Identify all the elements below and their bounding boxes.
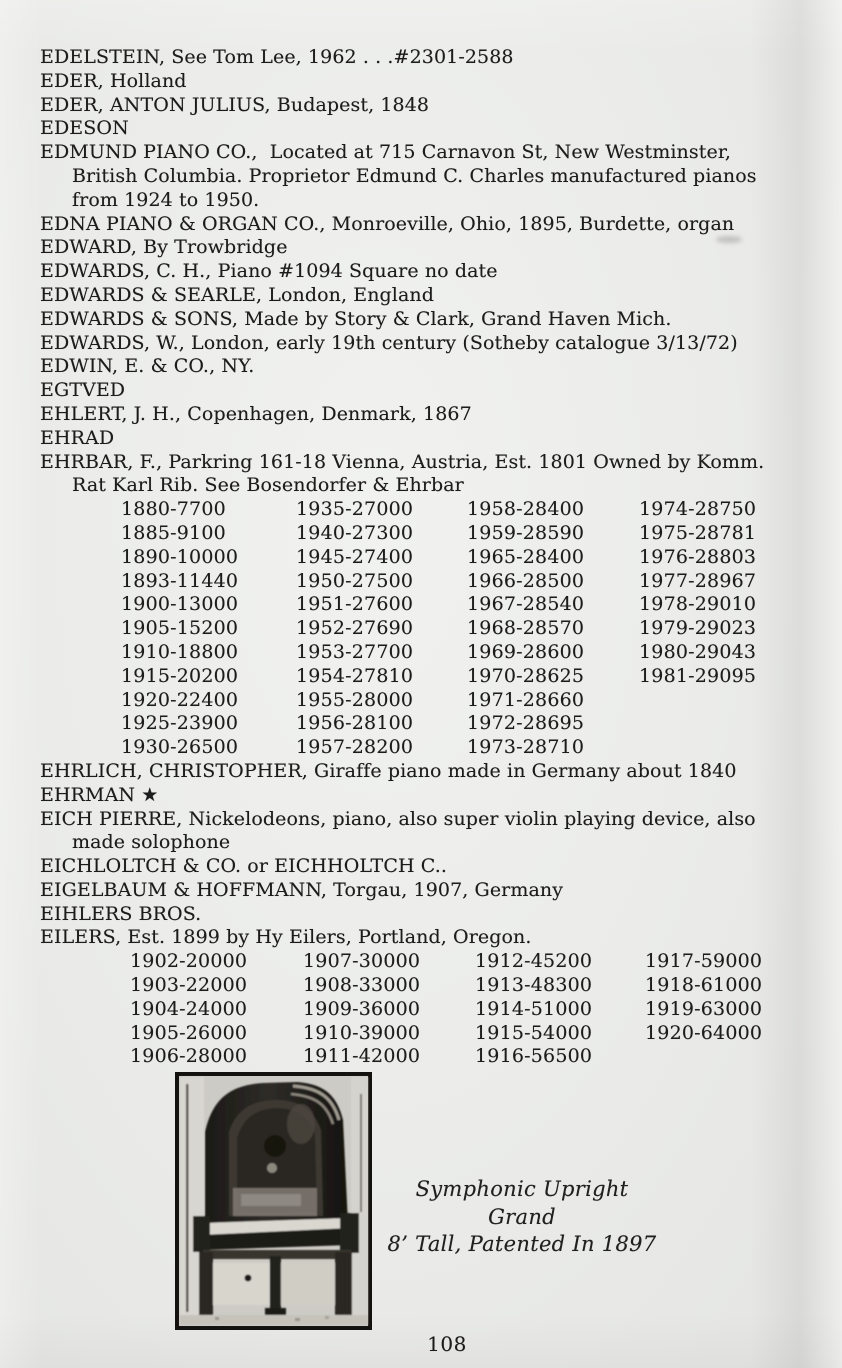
entry-line: EHRLICH, CHRISTOPHER, Giraffe piano made in Germany about 1840 xyxy=(40,759,737,782)
serial-cell: 1909-36000 xyxy=(303,997,421,1020)
serial-cell: 1920-22400 xyxy=(121,688,239,711)
serial-cell: 1902-20000 xyxy=(130,950,248,973)
entry-line: EDWARDS & SEARLE, London, England xyxy=(40,283,435,306)
serial-cell: 1880-7700 xyxy=(121,498,226,521)
entry-line: EDER, Holland xyxy=(40,69,187,92)
serial-cell: 1905-15200 xyxy=(121,617,239,640)
serial-cell: 1958-28400 xyxy=(467,498,585,521)
entry-line: EDWARDS, W., London, early 19th century (Sotheby catalogue 3/13/72) xyxy=(40,331,738,354)
entry-line: EICH PIERRE, Nickelodeons, piano, also super violin playing device, also xyxy=(40,807,756,830)
serial-cell: 1954-27810 xyxy=(296,664,414,687)
serial-cell: 1965-28400 xyxy=(467,545,585,568)
serial-cell: 1974-28750 xyxy=(639,498,757,521)
serial-row xyxy=(121,665,830,689)
serial-cell: 1957-28200 xyxy=(296,736,414,759)
serial-cell: 1953-27700 xyxy=(296,640,414,663)
entry-line: EIGELBAUM & HOFFMANN, Torgau, 1907, Germany xyxy=(40,878,564,901)
serial-cell: 1920-64000 xyxy=(645,1021,763,1044)
serial-cell: 1910-39000 xyxy=(303,1021,421,1044)
serial-row xyxy=(130,974,830,998)
serial-cell: 1935-27000 xyxy=(296,498,414,521)
serial-cell: 1904-24000 xyxy=(130,997,248,1020)
serial-row xyxy=(121,570,830,594)
serial-cell: 1950-27500 xyxy=(296,569,414,592)
serial-cell: 1910-18800 xyxy=(121,640,239,663)
serial-cell: 1973-28710 xyxy=(467,736,585,759)
serial-cell: 1911-42000 xyxy=(303,1045,421,1068)
entry-line: EDNA PIANO & ORGAN CO., Monroeville, Ohio, 1895, Burdette, organ xyxy=(40,212,735,235)
serial-row xyxy=(121,641,830,665)
entry-line: EDESON xyxy=(40,117,129,140)
caption-line-2: 8’ Tall, Patented In 1897 xyxy=(387,1232,657,1256)
eilers-serial-table xyxy=(40,950,830,1069)
piano-photo-image xyxy=(175,1072,372,1330)
entry-line: EHRAD xyxy=(40,426,115,449)
serial-cell: 1976-28803 xyxy=(639,545,757,568)
caption-line-1: Symphonic Upright Grand xyxy=(415,1177,629,1229)
entry-line: EHRMAN ★ xyxy=(40,783,159,806)
serial-cell: 1917-59000 xyxy=(645,950,763,973)
serial-row xyxy=(130,998,830,1022)
entry-line: EGTVED xyxy=(40,379,126,402)
entry-line: EHRBAR, F., Parkring 161-18 Vienna, Austria, Est. 1801 Owned by Komm. xyxy=(40,450,765,473)
figure-caption xyxy=(380,1176,664,1259)
scan-smudge xyxy=(716,236,742,243)
serial-cell: 1905-26000 xyxy=(130,1021,248,1044)
serial-row xyxy=(121,689,830,713)
page-number: 108 xyxy=(427,1332,467,1356)
serial-cell: 1914-51000 xyxy=(475,997,593,1020)
serial-cell: 1969-28600 xyxy=(467,640,585,663)
entry-line: EILERS, Est. 1899 by Hy Eilers, Portland, Oregon. xyxy=(40,926,532,949)
serial-row xyxy=(130,1022,830,1046)
serial-cell: 1890-10000 xyxy=(121,545,239,568)
serial-cell: 1913-48300 xyxy=(475,974,593,997)
serial-cell: 1978-29010 xyxy=(639,593,757,616)
serial-cell: 1940-27300 xyxy=(296,521,414,544)
serial-cell: 1967-28540 xyxy=(467,593,585,616)
entry-line: Rat Karl Rib. See Bosendorfer & Ehrbar xyxy=(72,474,464,497)
serial-cell: 1975-28781 xyxy=(639,521,757,544)
serial-cell: 1885-9100 xyxy=(121,521,226,544)
entry-line: EDWARD, By Trowbridge xyxy=(40,236,288,259)
entry-line: EDELSTEIN, See Tom Lee, 1962 . . .#2301-2588 xyxy=(40,46,514,68)
serial-cell: 1925-23900 xyxy=(121,712,239,735)
serial-cell: 1956-28100 xyxy=(296,712,414,735)
serial-cell: 1893-11440 xyxy=(121,569,239,592)
entry-line: EIHLERS BROS. xyxy=(40,902,202,925)
serial-cell: 1907-30000 xyxy=(303,950,421,973)
serial-cell: 1918-61000 xyxy=(645,974,763,997)
serial-cell: 1972-28695 xyxy=(467,712,585,735)
serial-row xyxy=(130,950,830,974)
serial-cell: 1980-29043 xyxy=(639,640,757,663)
serial-row xyxy=(121,498,830,522)
serial-cell: 1971-28660 xyxy=(467,688,585,711)
serial-cell: 1912-45200 xyxy=(475,950,593,973)
serial-row xyxy=(130,1045,830,1069)
entry-line: EICHLOLTCH & CO. or EICHHOLTCH C.. xyxy=(40,855,448,878)
serial-cell: 1906-28000 xyxy=(130,1045,248,1068)
serial-cell: 1970-28625 xyxy=(467,664,585,687)
serial-cell: 1977-28967 xyxy=(639,569,757,592)
entry-line: EDER, ANTON JULIUS, Budapest, 1848 xyxy=(40,93,430,116)
serial-cell: 1916-56500 xyxy=(475,1045,593,1068)
serial-row xyxy=(121,522,830,546)
entry-line: EDMUND PIANO CO., Located at 715 Carnavon St, New Westminster, xyxy=(40,141,732,164)
serial-cell: 1930-26500 xyxy=(121,736,239,759)
serial-cell: 1908-33000 xyxy=(303,974,421,997)
serial-cell: 1951-27600 xyxy=(296,593,414,616)
entry-line: made solophone xyxy=(72,831,231,854)
serial-cell: 1981-29095 xyxy=(639,664,757,687)
serial-row xyxy=(121,593,830,617)
entry-line: EDWIN, E. & CO., NY. xyxy=(40,355,255,378)
serial-cell: 1959-28590 xyxy=(467,521,585,544)
serial-cell: 1915-20200 xyxy=(121,664,239,687)
serial-row xyxy=(121,617,830,641)
ehrbar-serial-table xyxy=(40,498,830,760)
entry-line: from 1924 to 1950. xyxy=(72,188,260,211)
entries-section xyxy=(40,46,830,1069)
serial-cell: 1955-28000 xyxy=(296,688,414,711)
entry-line: EDWARDS, C. H., Piano #1094 Square no date xyxy=(40,260,498,283)
serial-row xyxy=(121,546,830,570)
entry-line: EHLERT, J. H., Copenhagen, Denmark, 1867 xyxy=(40,402,472,425)
entry-line: British Columbia. Proprietor Edmund C. Charles manufactured pianos xyxy=(72,164,757,187)
serial-cell: 1979-29023 xyxy=(639,617,757,640)
serial-cell: 1919-63000 xyxy=(645,997,763,1020)
serial-cell: 1903-22000 xyxy=(130,974,248,997)
serial-row xyxy=(121,736,830,760)
serial-cell: 1952-27690 xyxy=(296,617,414,640)
serial-cell: 1945-27400 xyxy=(296,545,414,568)
serial-cell: 1915-54000 xyxy=(475,1021,593,1044)
entry-line: EDWARDS & SONS, Made by Story & Clark, Grand Haven Mich. xyxy=(40,307,672,330)
serial-cell: 1966-28500 xyxy=(467,569,585,592)
serial-cell: 1900-13000 xyxy=(121,593,239,616)
serial-cell: 1968-28570 xyxy=(467,617,585,640)
serial-row xyxy=(121,712,830,736)
